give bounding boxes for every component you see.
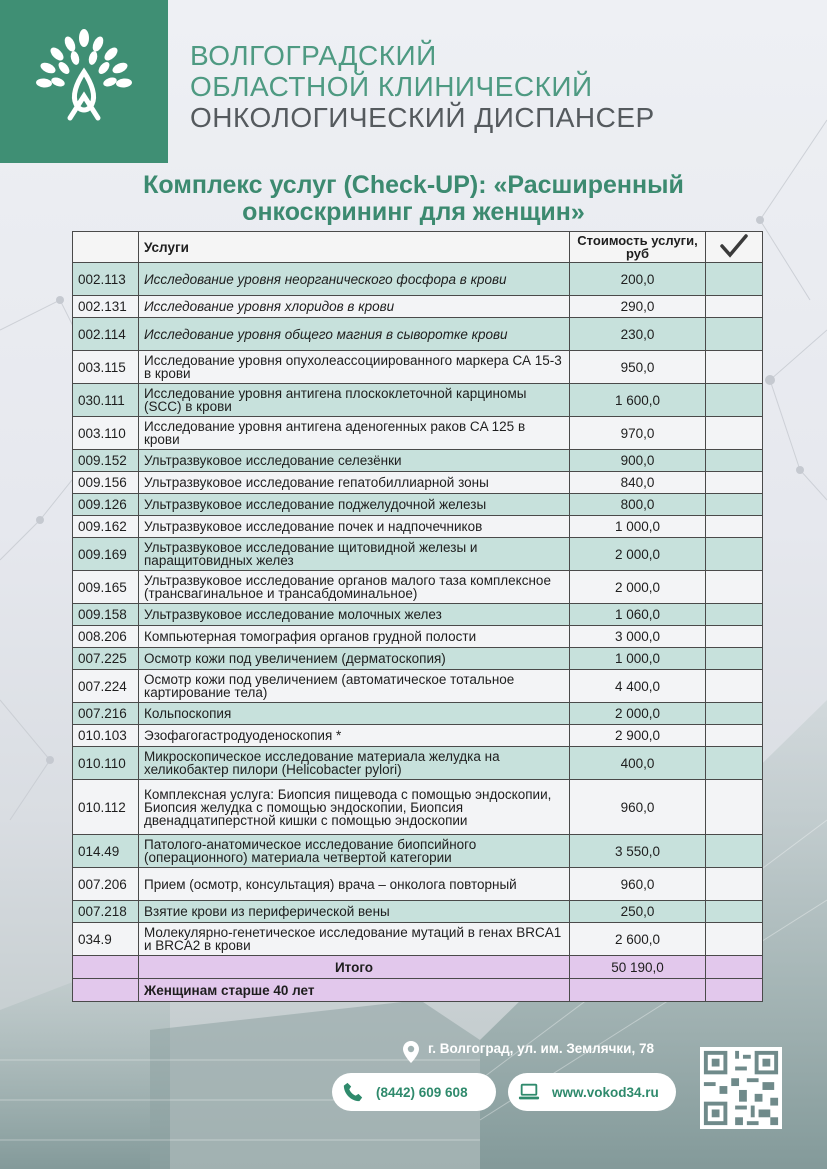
service-name: Прием (осмотр, консультация) врача – онколога повторный — [139, 868, 570, 901]
table-row — [73, 626, 763, 648]
service-name: Исследование уровня антигена аденогенных раков CA 125 в крови — [139, 417, 570, 450]
service-code: 003.115 — [73, 351, 139, 384]
service-code: 010.103 — [73, 725, 139, 747]
service-code: 007.224 — [73, 670, 139, 703]
service-code: 034.9 — [73, 923, 139, 956]
service-name: Патолого-анатомическое исследование биопсийного (операционного) материала четвертой категории — [139, 835, 570, 868]
phone-text[interactable]: (8442) 609 608 — [376, 1084, 468, 1100]
service-check-cell[interactable] — [706, 703, 763, 725]
service-code: 002.114 — [73, 318, 139, 351]
service-code: 007.206 — [73, 868, 139, 901]
service-check-cell[interactable] — [706, 835, 763, 868]
service-name: Ультразвуковое исследование гепатобиллиарной зоны — [139, 472, 570, 494]
header-service: Услуги — [139, 232, 570, 263]
service-name: Исследование уровня антигена плоскоклеточной карциномы (SCC) в крови — [139, 384, 570, 417]
service-name: Ультразвуковое исследование молочных желез — [139, 604, 570, 626]
service-price: 2 000,0 — [570, 538, 706, 571]
service-name: Взятие крови из периферической вены — [139, 901, 570, 923]
service-price: 950,0 — [570, 351, 706, 384]
service-check-cell[interactable] — [706, 626, 763, 648]
table-row — [73, 901, 763, 923]
service-check-cell[interactable] — [706, 263, 763, 296]
table-row — [73, 780, 763, 835]
phone-pill[interactable] — [332, 1073, 496, 1111]
service-price: 960,0 — [570, 868, 706, 901]
service-name: Исследование уровня хлоридов в крови — [139, 296, 570, 318]
total-code-cell — [73, 956, 139, 979]
page-title — [0, 172, 827, 226]
service-code: 009.162 — [73, 516, 139, 538]
service-code: 009.165 — [73, 571, 139, 604]
table-row — [73, 384, 763, 417]
service-name: Эзофагогастродуоденоскопия * — [139, 725, 570, 747]
service-code: 009.169 — [73, 538, 139, 571]
service-name: Осмотр кожи под увеличением (автоматическое тотальное картирование тела) — [139, 670, 570, 703]
org-line-3: ОНКОЛОГИЧЕСКИЙ ДИСПАНСЕР — [190, 102, 655, 133]
service-check-cell[interactable] — [706, 725, 763, 747]
service-price: 840,0 — [570, 472, 706, 494]
service-check-cell[interactable] — [706, 901, 763, 923]
service-check-cell[interactable] — [706, 296, 763, 318]
table-row — [73, 472, 763, 494]
service-name: Ультразвуковое исследование почек и надпочечников — [139, 516, 570, 538]
service-check-cell[interactable] — [706, 516, 763, 538]
org-line-2: ОБЛАСТНОЙ КЛИНИЧЕСКИЙ — [190, 71, 593, 102]
service-name: Ультразвуковое исследование органов малого таза комплексное (трансвагинальное и трансабдоминальное) — [139, 571, 570, 604]
title-line-1: Комплекс услуг (Check-UP): «Расширенный — [143, 171, 684, 199]
service-code: 010.110 — [73, 747, 139, 780]
service-code: 009.152 — [73, 450, 139, 472]
note-price-cell — [570, 979, 706, 1002]
service-code: 002.131 — [73, 296, 139, 318]
service-code: 009.126 — [73, 494, 139, 516]
title-line-2: онкоскрининг для женщин» — [242, 198, 585, 226]
laptop-icon — [518, 1081, 540, 1103]
org-line-1: ВОЛГОГРАДСКИЙ — [190, 40, 437, 71]
service-code: 014.49 — [73, 835, 139, 868]
service-price: 1 060,0 — [570, 604, 706, 626]
table-row — [73, 670, 763, 703]
service-name: Ультразвуковое исследование поджелудочной железы — [139, 494, 570, 516]
table-row — [73, 923, 763, 956]
location-pin-icon — [402, 1040, 420, 1064]
service-price: 230,0 — [570, 318, 706, 351]
total-price: 50 190,0 — [570, 956, 706, 979]
service-price: 2 000,0 — [570, 703, 706, 725]
table-row — [73, 868, 763, 901]
service-check-cell[interactable] — [706, 923, 763, 956]
service-price: 1 000,0 — [570, 516, 706, 538]
service-code: 002.113 — [73, 263, 139, 296]
service-check-cell[interactable] — [706, 417, 763, 450]
service-price: 3 550,0 — [570, 835, 706, 868]
table-row — [73, 450, 763, 472]
service-check-cell[interactable] — [706, 648, 763, 670]
service-price: 3 000,0 — [570, 626, 706, 648]
service-check-cell[interactable] — [706, 318, 763, 351]
table-row — [73, 703, 763, 725]
table-row — [73, 604, 763, 626]
total-check-cell[interactable] — [706, 956, 763, 979]
note-row — [73, 979, 763, 1002]
services-table — [72, 231, 763, 1002]
service-code: 007.218 — [73, 901, 139, 923]
service-price: 800,0 — [570, 494, 706, 516]
phone-icon — [342, 1081, 364, 1103]
service-name: Компьютерная томография органов грудной полости — [139, 626, 570, 648]
address-text: г. Волгоград, ул. им. Землячки, 78 — [428, 1041, 654, 1056]
service-check-cell[interactable] — [706, 868, 763, 901]
service-name: Комплексная услуга: Биопсия пищевода с помощью эндоскопии, Биопсия желудка с помощью эндоскопии, Биопсия двенадцатиперстной кишки с помощью эндоскопии — [139, 780, 570, 835]
table-row — [73, 538, 763, 571]
table-row — [73, 747, 763, 780]
total-row — [73, 956, 763, 979]
service-check-cell[interactable] — [706, 571, 763, 604]
table-row — [73, 263, 763, 296]
service-code: 009.156 — [73, 472, 139, 494]
website-text[interactable]: www.vokod34.ru — [552, 1084, 659, 1100]
checkmark-icon — [719, 234, 749, 258]
service-code: 007.216 — [73, 703, 139, 725]
service-price: 1 000,0 — [570, 648, 706, 670]
table-row — [73, 351, 763, 384]
note-code-cell — [73, 979, 139, 1002]
service-price: 2 000,0 — [570, 571, 706, 604]
service-price: 400,0 — [570, 747, 706, 780]
service-code: 007.225 — [73, 648, 139, 670]
service-price: 290,0 — [570, 296, 706, 318]
service-code: 009.158 — [73, 604, 139, 626]
table-row — [73, 318, 763, 351]
service-price: 1 600,0 — [570, 384, 706, 417]
service-code: 010.112 — [73, 780, 139, 835]
service-check-cell[interactable] — [706, 472, 763, 494]
service-name: Осмотр кожи под увеличением (дерматоскопия) — [139, 648, 570, 670]
service-price: 970,0 — [570, 417, 706, 450]
header-code — [73, 232, 139, 263]
website-pill[interactable] — [508, 1073, 676, 1111]
service-check-cell[interactable] — [706, 604, 763, 626]
table-header-row — [73, 232, 763, 263]
service-check-cell[interactable] — [706, 384, 763, 417]
service-code: 003.110 — [73, 417, 139, 450]
tree-ribbon-logo-icon — [0, 0, 168, 163]
table-row — [73, 296, 763, 318]
note-label: Женщинам старше 40 лет — [139, 979, 570, 1002]
organization-name — [190, 40, 655, 133]
service-name: Кольпоскопия — [139, 703, 570, 725]
service-check-cell[interactable] — [706, 747, 763, 780]
total-label: Итого — [139, 956, 570, 979]
logo-box — [0, 0, 168, 163]
service-price: 960,0 — [570, 780, 706, 835]
service-check-cell[interactable] — [706, 351, 763, 384]
service-price: 4 400,0 — [570, 670, 706, 703]
service-check-cell[interactable] — [706, 450, 763, 472]
table-row — [73, 835, 763, 868]
service-price: 2 900,0 — [570, 725, 706, 747]
service-name: Молекулярно-генетическое исследование мутаций в генах BRCA1 и BRCA2 в крови — [139, 923, 570, 956]
service-name: Исследование уровня опухолеассоциированного маркера СА 15-3 в крови — [139, 351, 570, 384]
table-row — [73, 516, 763, 538]
service-code: 030.111 — [73, 384, 139, 417]
service-price: 200,0 — [570, 263, 706, 296]
table-row — [73, 648, 763, 670]
service-check-cell[interactable] — [706, 780, 763, 835]
service-price: 2 600,0 — [570, 923, 706, 956]
qr-code-icon[interactable] — [700, 1047, 782, 1129]
service-price: 250,0 — [570, 901, 706, 923]
table-row — [73, 417, 763, 450]
service-name: Исследование уровня неорганического фосфора в крови — [139, 263, 570, 296]
service-check-cell[interactable] — [706, 494, 763, 516]
service-name: Ультразвуковое исследование селезёнки — [139, 450, 570, 472]
service-name: Исследование уровня общего магния в сыворотке крови — [139, 318, 570, 351]
header-check — [706, 232, 763, 263]
service-price: 900,0 — [570, 450, 706, 472]
header-price: Стоимость услуги, руб — [570, 232, 706, 263]
service-name: Ультразвуковое исследование щитовидной железы и паращитовидных желез — [139, 538, 570, 571]
table-row — [73, 725, 763, 747]
service-name: Микроскопическое исследование материала желудка на хеликобактер пилори (Helicobacter pylori) — [139, 747, 570, 780]
service-check-cell[interactable] — [706, 538, 763, 571]
service-code: 008.206 — [73, 626, 139, 648]
table-row — [73, 494, 763, 516]
note-check-cell[interactable] — [706, 979, 763, 1002]
service-check-cell[interactable] — [706, 670, 763, 703]
table-row — [73, 571, 763, 604]
